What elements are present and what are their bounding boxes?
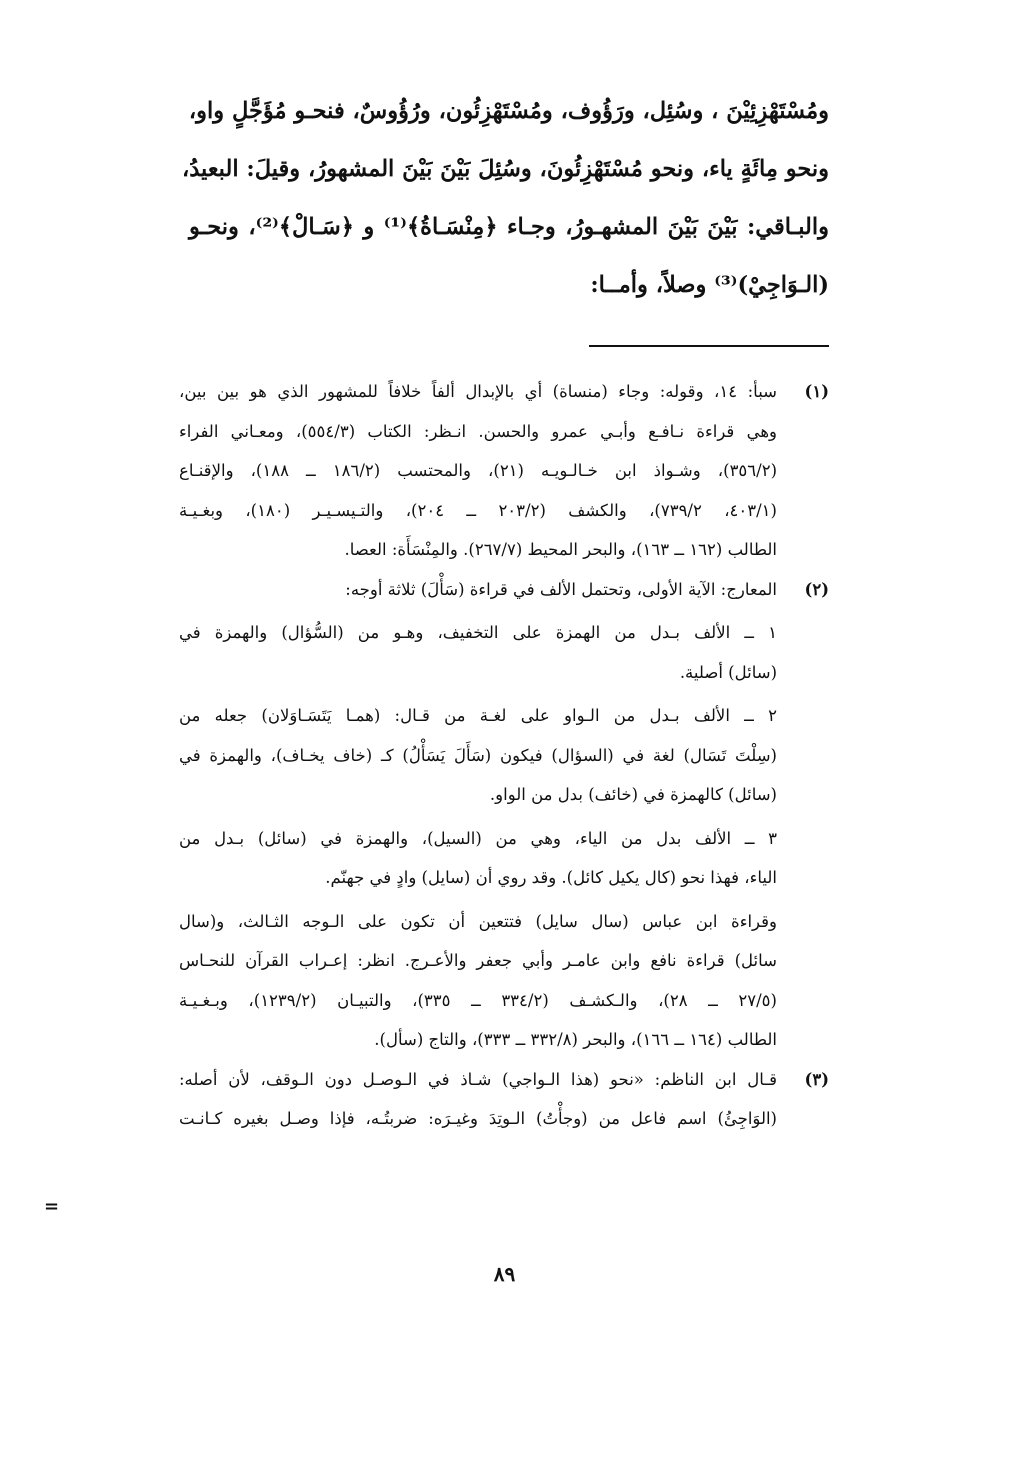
page-number: ٨٩ [493, 1262, 516, 1286]
footnote-line: سبأ: ١٤، وقوله: وجاء (منساة) أي بالإبدال ألفاً خلافاً للمشهور الذي هو بين بين، [179, 382, 778, 401]
footnote-line: (٣٥٦/٢)، وشـواذ ابن خـالـويـه (٢١)، والمحتسب (١٨٦/٢ ــ ١٨٨)، والإقنـاع [179, 461, 778, 480]
footnote-line: (الوَاجِئُ) اسم فاعل من (وجأْتُ) الـوتِدَ وغيـرَه: ضربتُـه، فإذا وصـل بغيره كـانـت [179, 1109, 777, 1128]
footnote-number: (٣) [804, 1069, 829, 1089]
footnote-line: (٤٠٣/١، ٧٣٩/٢)، والكشف (٢٠٣/٢ ــ ٢٠٤)، والتـيسـيـر (١٨٠)، وبغـيـة [179, 500, 777, 520]
footnote-2 [179, 570, 829, 1060]
footnote-3 [179, 1060, 829, 1139]
footnote-line: ٢ ــ الألف بـدل من الـواو على لغـة من قـال: (همـا يَتَسَـاوَلان) جعله من [179, 706, 777, 725]
footnote-number: (٢) [804, 579, 829, 599]
footnote-line: (سائل) كالهمزة في (خائف) بدل من الواو. [489, 785, 777, 804]
footnote-item [179, 902, 777, 1060]
main-line: ونحو مِائَةٍ ياء، ونحو مُسْتَهْزِئُونَ، وسُئِلَ بَيْنَ بَيْنَ المشهورُ، وقيلَ: البعيدُ، [181, 156, 829, 182]
footnote-line: ٣ ــ الألف بدل من الياء، وهي من (السيل)، والهمزة في (سائل) بـدل من [179, 828, 777, 848]
main-line: (الـوَاجِيْ)⁽³⁾ وصلاً، وأمــا: [590, 272, 829, 298]
footnote-separator [589, 345, 829, 347]
footnote-item [179, 613, 777, 692]
footnote-line: (٢٧/٥ ــ ٢٨)، والـكشـف (٣٣٤/٢ ــ ٣٣٥)، والتبيـان (١٢٣٩/٢)، وبـغـيـة [179, 990, 777, 1010]
footnote-item [179, 696, 777, 815]
footnote-line: الطالب (١٦٤ ــ ١٦٦)، والبحر (٣٣٢/٨ ــ ٣٣٣)، والتاج (سأل). [374, 1030, 777, 1049]
footnote-line: الطالب (١٦٢ ــ ١٦٣)، والبحر المحيط (٢٦٧/٧). والمِنْسَأَة: العصا. [344, 540, 777, 559]
footnote-line: وقراءة ابن عباس (سال سايل) فتتعين أن تكون على الـوجه الثـالث، و(سال [179, 911, 777, 931]
footnote-line: الياء، فهذا نحو (كال يكيل كائل). وقد روي أن (سايل) وادٍ في جهنّم. [325, 868, 777, 887]
footnote-line: قـال ابن الناظم: «نحو (هذا الـواجي) شـاذ في الـوصـل دون الـوقف، لأن أصله: [179, 1069, 777, 1089]
footnotes [179, 372, 829, 1139]
footnote-number: (١) [804, 382, 829, 401]
footnote-1 [179, 372, 829, 570]
main-text [181, 82, 829, 314]
footnote-line: (سِلْتَ تَسَال) لغة في (السؤال) فيكون (سَأَلَ يَسَأْلُ) كـ (خاف يخـاف)، والهمزة في [179, 745, 777, 765]
footnote-item [179, 819, 777, 898]
continuation-mark: = [44, 1196, 60, 1217]
main-line: ومُسْتَهْزِئِيْنَ ، وسُئِل، ورَؤُوف، ومُسْتَهْزِئُون، ورُؤُوسٌ، فنحـو مُؤَجَّلٍ واو، [188, 98, 829, 124]
main-line: والبـاقي: بَيْنَ بَيْنَ المشهـورُ، وجـاء ﴿مِنْسَـاةُ﴾⁽¹⁾ و ﴿سَـالْ﴾⁽²⁾، ونحـو [189, 214, 829, 240]
footnote-line: المعارج: الآية الأولى، وتحتمل الألف في قراءة (سَأْلَ) ثلاثة أوجه: [345, 579, 777, 599]
footnote-line: ١ ــ الألف بـدل من الهمزة على التخفيف، وهـو من (السُّؤال) والهمزة في [179, 623, 777, 642]
footnote-line: سائل) قراءة نافع وابن عامـر وأبي جعفر والأعـرج. انظر: إعـراب القرآن للنحـاس [179, 951, 777, 970]
footnote-line: (سائل) أصلية. [679, 662, 777, 682]
footnote-line: وهي قراءة نـافـع وأبـي عمرو والحسن. انـظر: الكتاب (٥٥٤/٣)، ومعـاني الفراء [179, 421, 777, 441]
